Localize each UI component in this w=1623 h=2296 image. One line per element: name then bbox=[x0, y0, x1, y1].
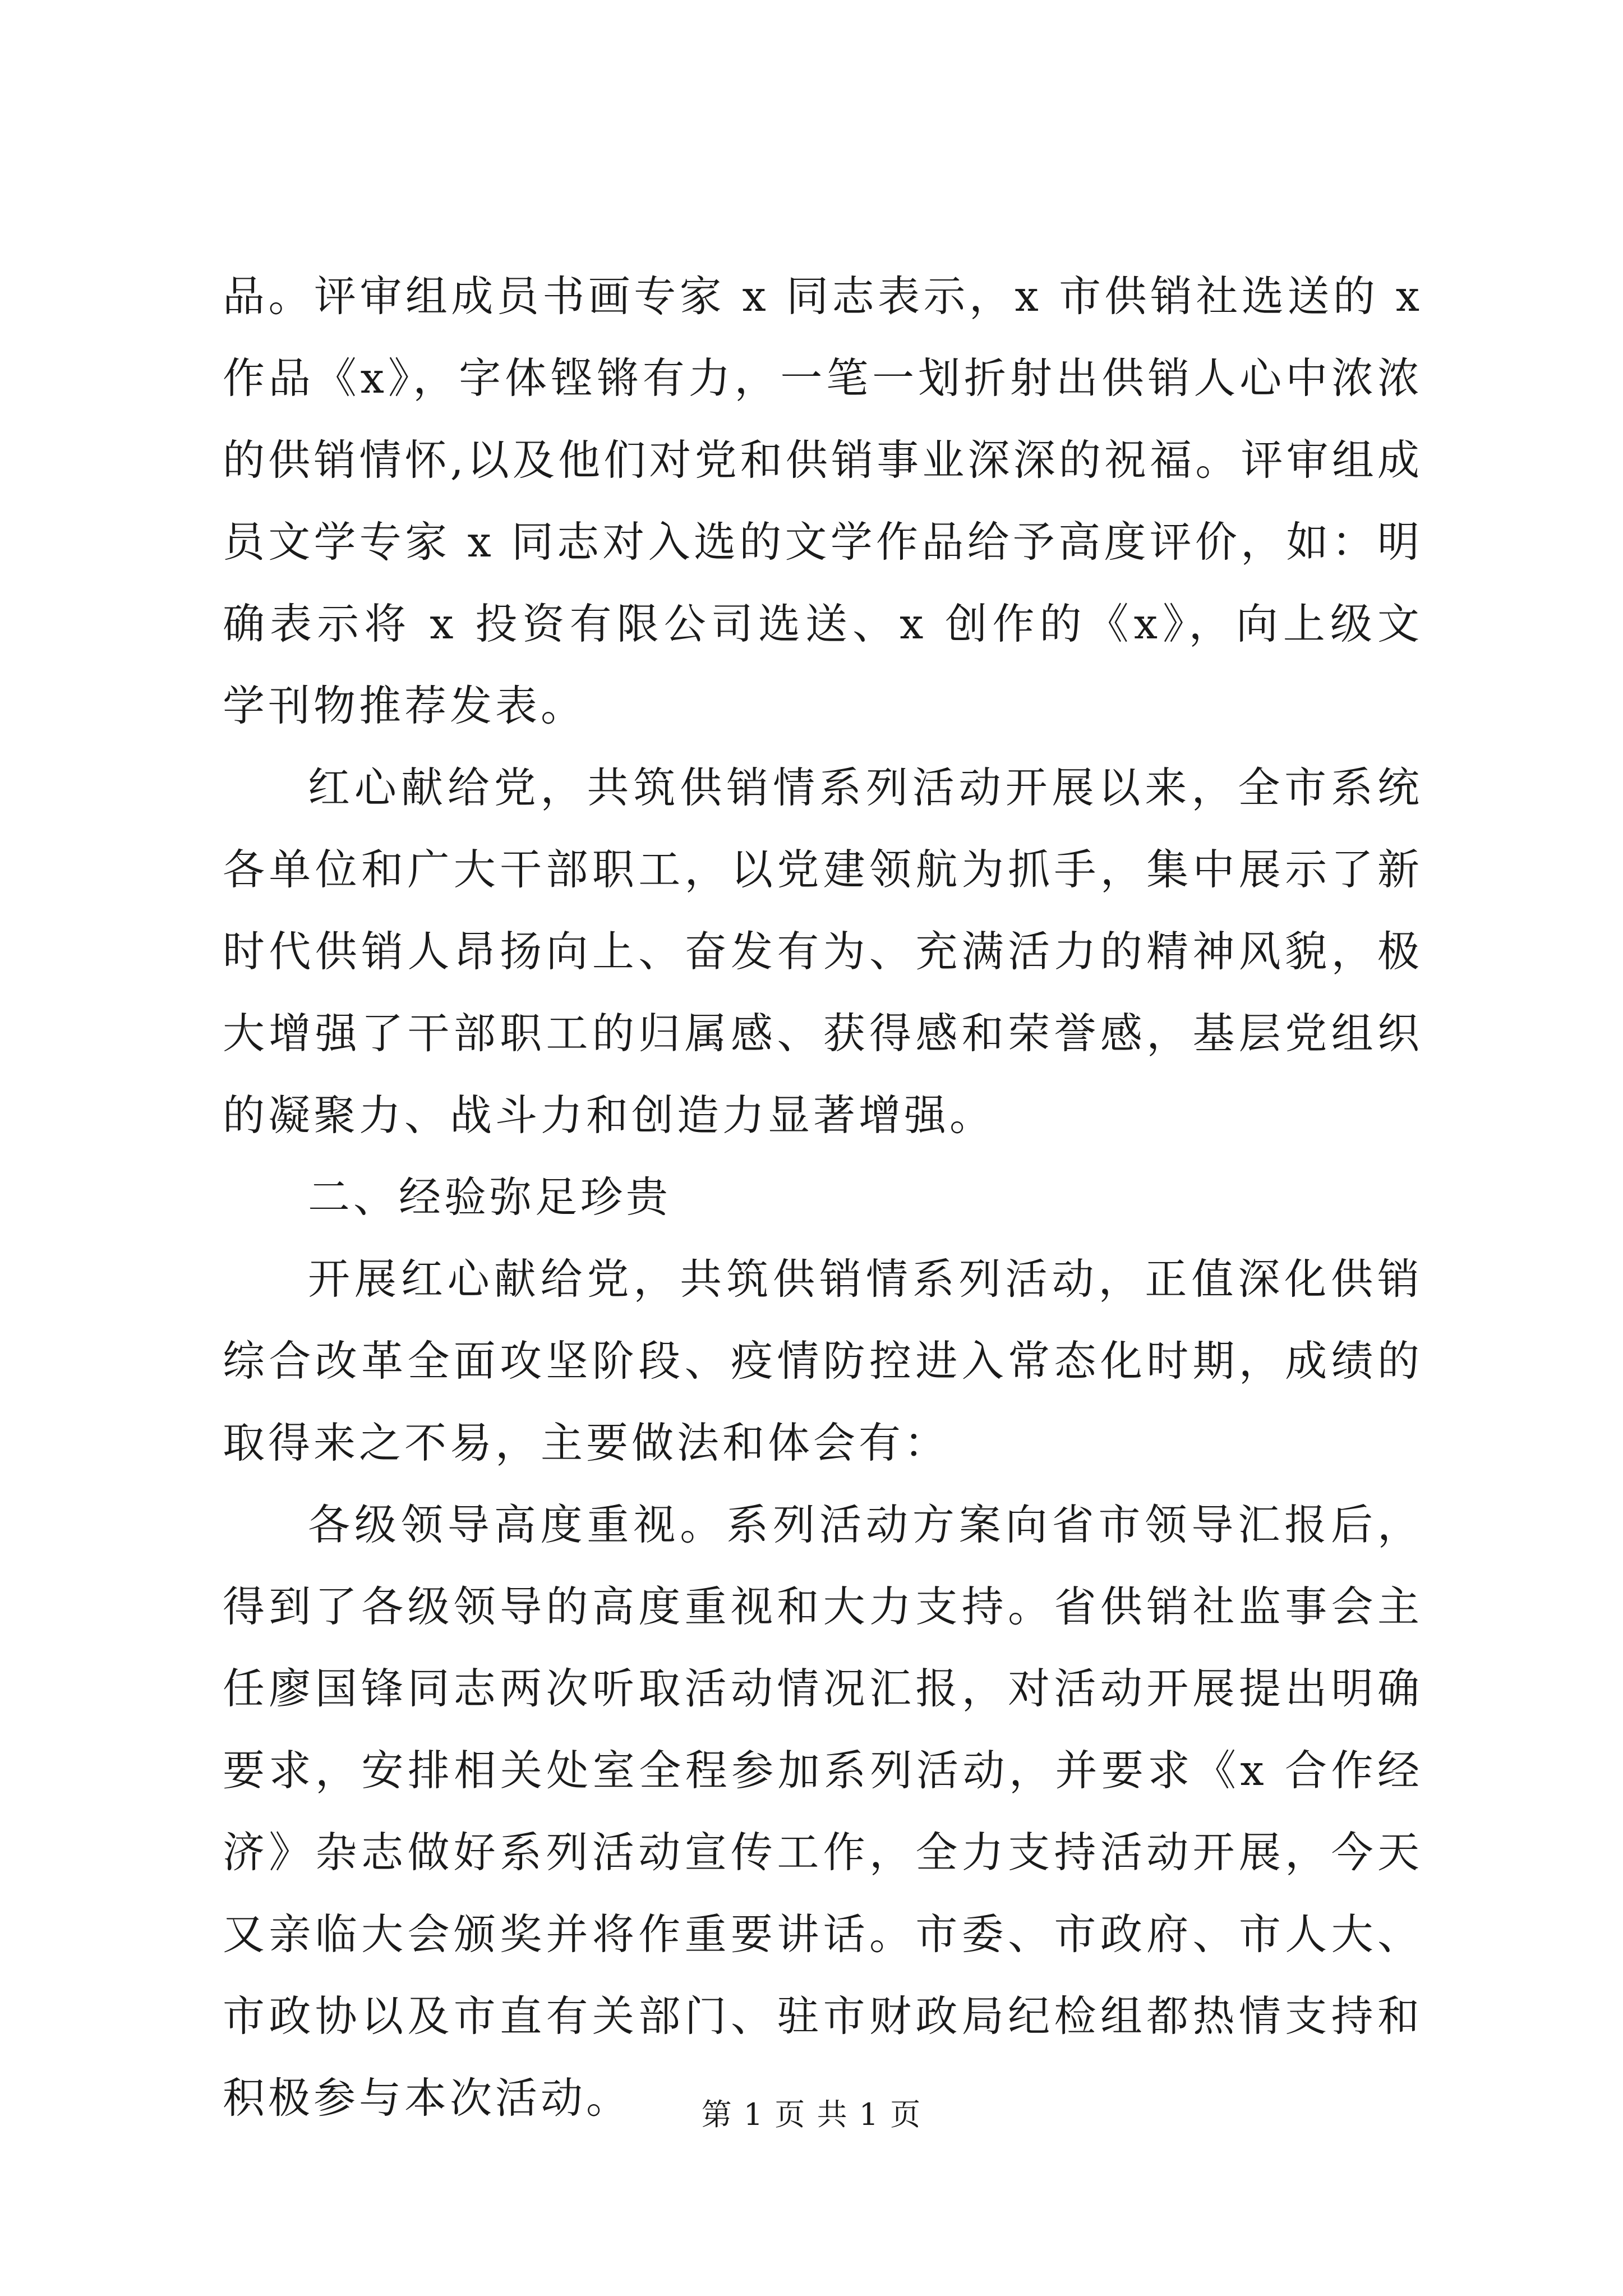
page-footer: 第 1 页 共 1 页 bbox=[701, 2097, 922, 2132]
body-paragraph-2: 红心献给党，共筑供销情系列活动开展以来，全市系统各单位和广大干部职工，以党建领航为抓手，集中展示了新时代供销人昂扬向上、奋发有为、充满活力的精神风貌，极大增强了干部职工的归属感、获得感和荣誉感，基层党组织的凝聚力、战斗力和创造力显著增强。 bbox=[223, 763, 1423, 1140]
section-heading: 二、经验弥足珍贵 bbox=[308, 1172, 672, 1222]
body-paragraph-3: 开展红心献给党，共筑供销情系列活动，正值深化供销综合改革全面攻坚阶段、疫情防控进入常态化时期，成绩的取得来之不易，主要做法和体会有： bbox=[223, 1254, 1423, 1467]
document-body bbox=[223, 255, 1423, 2139]
body-paragraph-4: 各级领导高度重视。系列活动方案向省市领导汇报后，得到了各级领导的高度重视和大力支持。省供销社监事会主任廖国锋同志两次听取活动情况汇报，对活动开展提出明确要求，安排相关处室全程参加系列活动，并要求《x 合作经济》杂志做好系列活动宣传工作，全力支持活动开展，今天又亲临大会颁奖并将作重要讲话。市委、市政府、市人大、市政协以及市直有关部门、驻市财政局纪检组都热情支持和积极参与本次活动。 bbox=[223, 1500, 1423, 2123]
body-paragraph-1: 品。评审组成员书画专家 x 同志表示，x 市供销社选送的 x 作品《x》，字体铿锵有力，一笔一划折射出供销人心中浓浓的供销情怀,以及他们对党和供销事业深深的祝福。评审组成员文学专家 x 同志对入选的文学作品给予高度评价，如：明确表示将 x 投资有限公司选送、x 创作的《x》，向上级文学刊物推荐发表。 bbox=[223, 272, 1423, 730]
